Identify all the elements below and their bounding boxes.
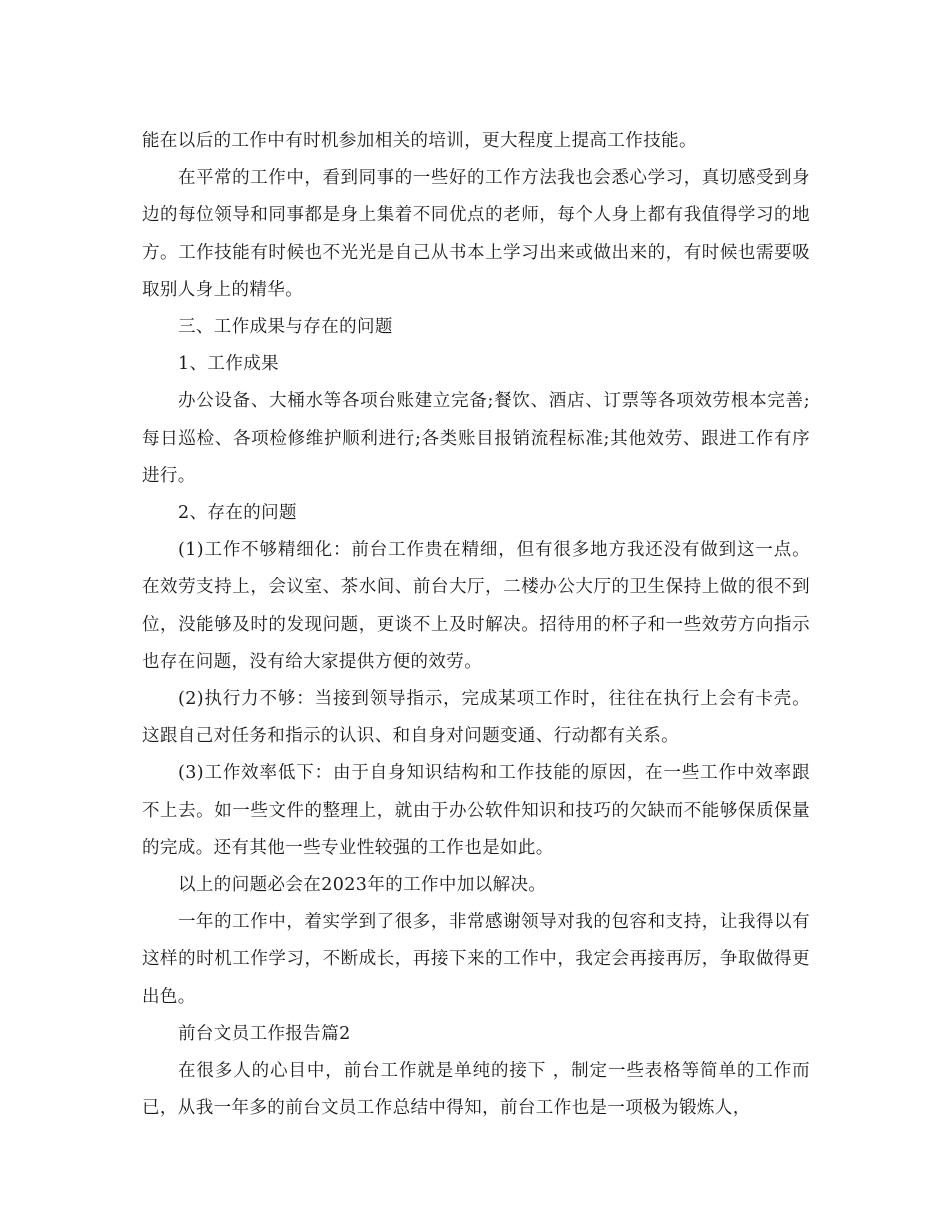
section-heading-3: 三、工作成果与存在的问题 — [178, 317, 393, 338]
paragraph-resolution: 以上的问题必会在2023年的工作中加以解决。 — [178, 875, 547, 896]
paragraph-problem-1: (1)工作不够精细化：前台工作贵在精细，但有很多地方我还没有做到这一点。在效劳支持上，会议室、茶水间、前台大厅，二楼办公大厅的卫生保持上做的很不到位，没能够及时的发现问题，更谈不上及时解决。招待用的杯子和一些效劳方向指示也存在问题，没有给大家提供方便的效劳。 — [142, 540, 810, 672]
paragraph-1: 能在以后的工作中有时机参加相关的培训，更大程度上提高工作技能。 — [142, 131, 697, 151]
paragraph-problem-2: (2)执行力不够：当接到领导指示，完成某项工作时，往往在执行上会有卡壳。这跟自己对任务和指示的认识、和自身对问题变通、行动都有关系。 — [142, 689, 810, 747]
paragraph-conclusion: 一年的工作中，着实学到了很多，非常感谢领导对我的包容和支持，让我得以有这样的时机工作学习，不断成长，再接下来的工作中，我定会再接再厉，争取做得更出色。 — [142, 912, 810, 1007]
paragraph-work-results: 办公设备、大桶水等各项台账建立完备;餐饮、酒店、订票等各项效劳根本完善;每日巡检、各项检修维护顺利进行;各类账目报销流程标准;其他效劳、跟进工作有序进行。 — [142, 391, 810, 486]
subheading-existing-problems: 2、存在的问题 — [178, 503, 297, 524]
article-title-2: 前台文员工作报告篇2 — [178, 1023, 351, 1044]
document-body — [142, 123, 810, 1127]
paragraph-2: 在平常的工作中，看到同事的一些好的工作方法我也会悉心学习，真切感受到身边的每位领导和同事都是身上集着不同优点的老师，每个人身上都有我值得学习的地方。工作技能有时候也不光光是自己从书本上学习出来或做出来的，有时候也需要吸取别人身上的精华。 — [142, 168, 810, 300]
paragraph-problem-3: (3)工作效率低下：由于自身知识结构和工作技能的原因，在一些工作中效率跟不上去。如一些文件的整理上，就由于办公软件知识和技巧的欠缺而不能够保质保量的完成。还有其他一些专业性较强的工作也是如此。 — [142, 763, 810, 858]
paragraph-article-2-intro: 在很多人的心目中，前台工作就是单纯的接下 ，制定一些表格等简单的工作而已，从我一年多的前台文员工作总结中得知，前台工作也是一项极为锻炼人， — [142, 1061, 810, 1119]
subheading-work-results: 1、工作成果 — [178, 354, 280, 375]
